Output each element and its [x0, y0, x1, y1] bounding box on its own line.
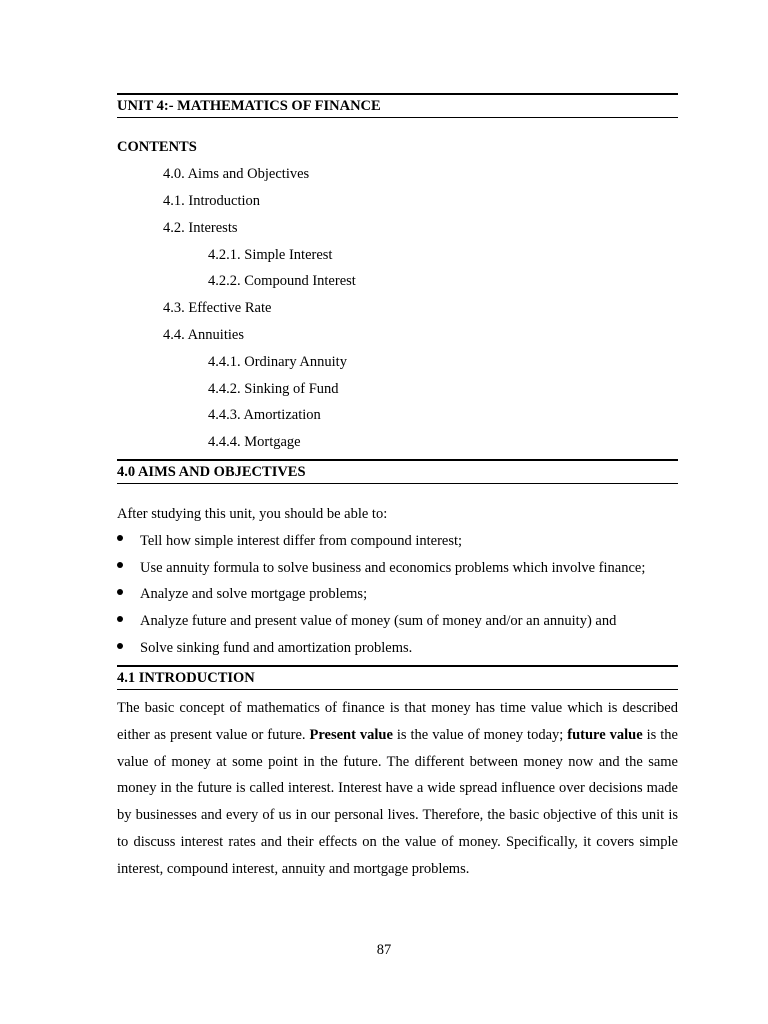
bullet-icon [117, 562, 123, 568]
bullet-icon [117, 643, 123, 649]
intro-text: is the value of money today; [392, 726, 568, 743]
toc-item: 4.0. Aims and Objectives [163, 166, 310, 182]
bullet-icon [117, 589, 123, 595]
intro-text: The basic concept of mathematics of finance is that money has time value which is described either as present value or future. [117, 700, 678, 743]
contents-title: CONTENTS [117, 139, 197, 155]
toc-subitem: 4.4.4. Mortgage [208, 434, 301, 450]
introduction-paragraph [117, 695, 678, 883]
term-present-value: Present value [309, 726, 393, 743]
bullet-icon [117, 616, 123, 622]
toc-subitem: 4.2.2. Compound Interest [208, 273, 356, 289]
list-item: Use annuity formula to solve business and economics problems which involve finance; [140, 560, 646, 576]
list-item: Tell how simple interest differ from compound interest; [140, 533, 463, 549]
introduction-heading: 4.1 INTRODUCTION [117, 665, 678, 690]
toc-subitem: 4.2.1. Simple Interest [208, 247, 333, 263]
aims-intro: After studying this unit, you should be able to: [117, 506, 388, 522]
term-future-value: future value [567, 726, 643, 743]
list-item: Analyze and solve mortgage problems; [140, 586, 368, 602]
list-item: Analyze future and present value of money (sum of money and/or an annuity) and [140, 613, 617, 629]
page-number: 87 [376, 942, 392, 958]
unit-heading: UNIT 4:- MATHEMATICS OF FINANCE [117, 93, 678, 118]
aims-heading: 4.0 AIMS AND OBJECTIVES [117, 459, 678, 484]
bullet-icon [117, 535, 123, 541]
toc-item: 4.2. Interests [163, 220, 238, 236]
toc-item: 4.4. Annuities [163, 327, 244, 343]
toc-subitem: 4.4.3. Amortization [208, 407, 321, 423]
toc-item: 4.1. Introduction [163, 193, 261, 209]
list-item: Solve sinking fund and amortization problems. [140, 640, 413, 656]
toc-subitem: 4.4.1. Ordinary Annuity [208, 354, 347, 370]
toc-subitem: 4.4.2. Sinking of Fund [208, 381, 339, 397]
intro-text: is the value of money at some point in the future. The different between money now and the same money in the future is called interest. Interest have a wide spread influence over decisions made by businesses and every of us in our personal lives. Therefore, the basic objective of this unit is to discuss interest rates and their effects on the value of money. Specifically, it covers simple interest, compound interest, annuity and mortgage problems. [117, 726, 678, 877]
toc-item: 4.3. Effective Rate [163, 300, 272, 316]
